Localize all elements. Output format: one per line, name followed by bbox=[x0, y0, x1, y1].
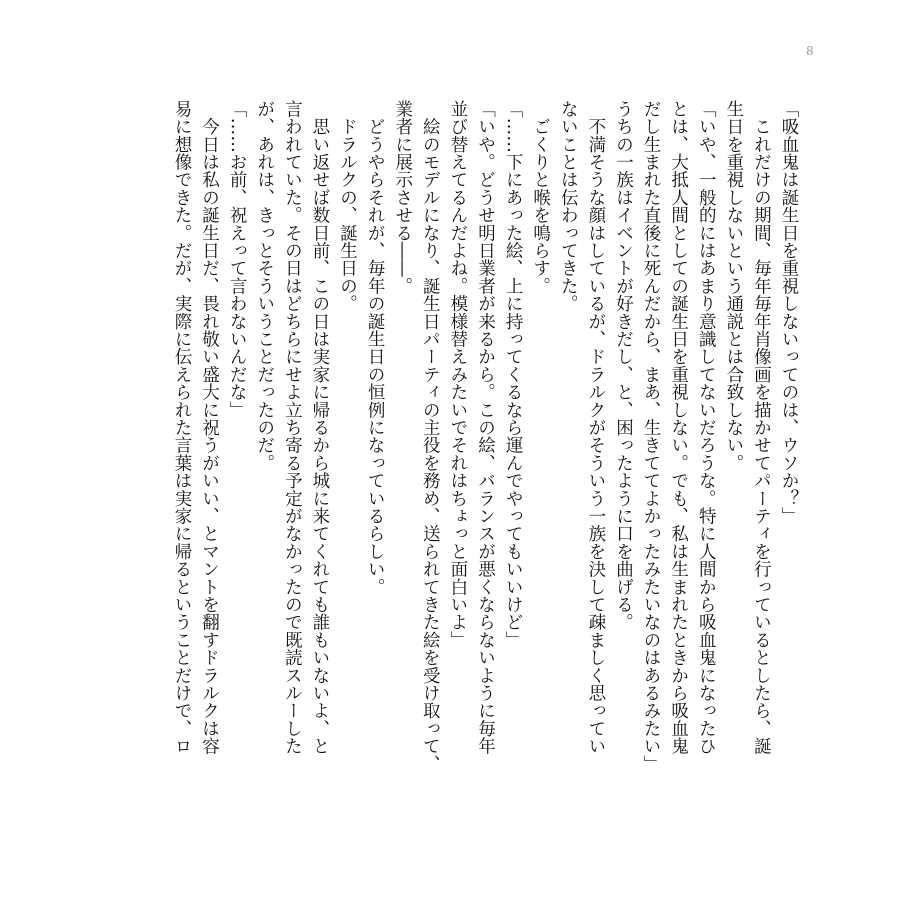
text-line: 並び替えてるんだよね。模様替えみたいでそれはちょっと面白いよ」 bbox=[447, 100, 468, 649]
text-line: 今日は私の誕生日だ、畏れ敬い盛大に祝うがいい、とマントを翻すドラルクは容 bbox=[199, 100, 220, 755]
text-line: うちの一族はイベントが好きだし、と、困ったように口を曲げる。 bbox=[613, 100, 634, 631]
text-line: が、あれは、きっとそういうことだったのだ。 bbox=[254, 100, 275, 472]
text-line: どうやらそれが、毎年の誕生日の恒例になっているらしい。 bbox=[365, 100, 386, 596]
novel-text-body bbox=[112, 100, 802, 800]
text-line: これだけの期間、毎年毎年肖像画を描かせてパーティを行っているとしたら、誕 bbox=[751, 100, 772, 755]
text-line: 「……お前、祝えって言わないんだな」 bbox=[227, 100, 248, 419]
text-line: 「吸血鬼は誕生日を重視しないってのは、ウソか？」 bbox=[779, 100, 799, 525]
text-line: 「いや、一般的にはあまり意識してないだろうな。特に人間から吸血鬼になったひ bbox=[696, 100, 717, 755]
text-line: 思い返せば数日前、この日は実家に帰るから城に来てくれても誰もいないよ、と bbox=[309, 100, 330, 755]
text-line: 易に想像できた。だが、実際に伝えられた言葉は実家に帰るということだけで、ロ bbox=[171, 100, 192, 755]
text-line: 「いや。どうせ明日業者が来るから。この絵、バランスが悪くならないように毎年 bbox=[475, 100, 496, 755]
text-line: ごくりと喉を鳴らす。 bbox=[530, 100, 551, 295]
text-line: とは、大抵人間としての誕生日を重視しない。でも、私は生まれたときから吸血鬼 bbox=[668, 100, 689, 755]
text-line: 言われていた。その日はどちらにせよ立ち寄る予定がなかったので既読スルーした bbox=[282, 100, 303, 755]
page-number: 8 bbox=[806, 44, 814, 58]
text-line: だし生まれた直後に死んだから、まあ、生きててよかったみたいなのはあるみたい」 bbox=[641, 100, 662, 773]
text-line: 「……下にあった絵、上に持ってくるなら運んでやってもいいけど」 bbox=[503, 100, 524, 649]
text-line: 絵のモデルになり、誕生日パーティの主役を務め、送られてきた絵を受け取って、 bbox=[420, 100, 441, 773]
text-line: 生日を重視しないという通説とは合致しない。 bbox=[723, 100, 744, 472]
text-line: ないことは伝わってきた。 bbox=[558, 100, 579, 313]
text-line: 業者に展示させる――。 bbox=[392, 100, 413, 295]
text-line: 不満そうな顔はしているが、ドラルクがそういう一族を決して疎ましく思ってい bbox=[585, 100, 606, 755]
text-line: ドラルクの、誕生日の。 bbox=[337, 100, 358, 313]
